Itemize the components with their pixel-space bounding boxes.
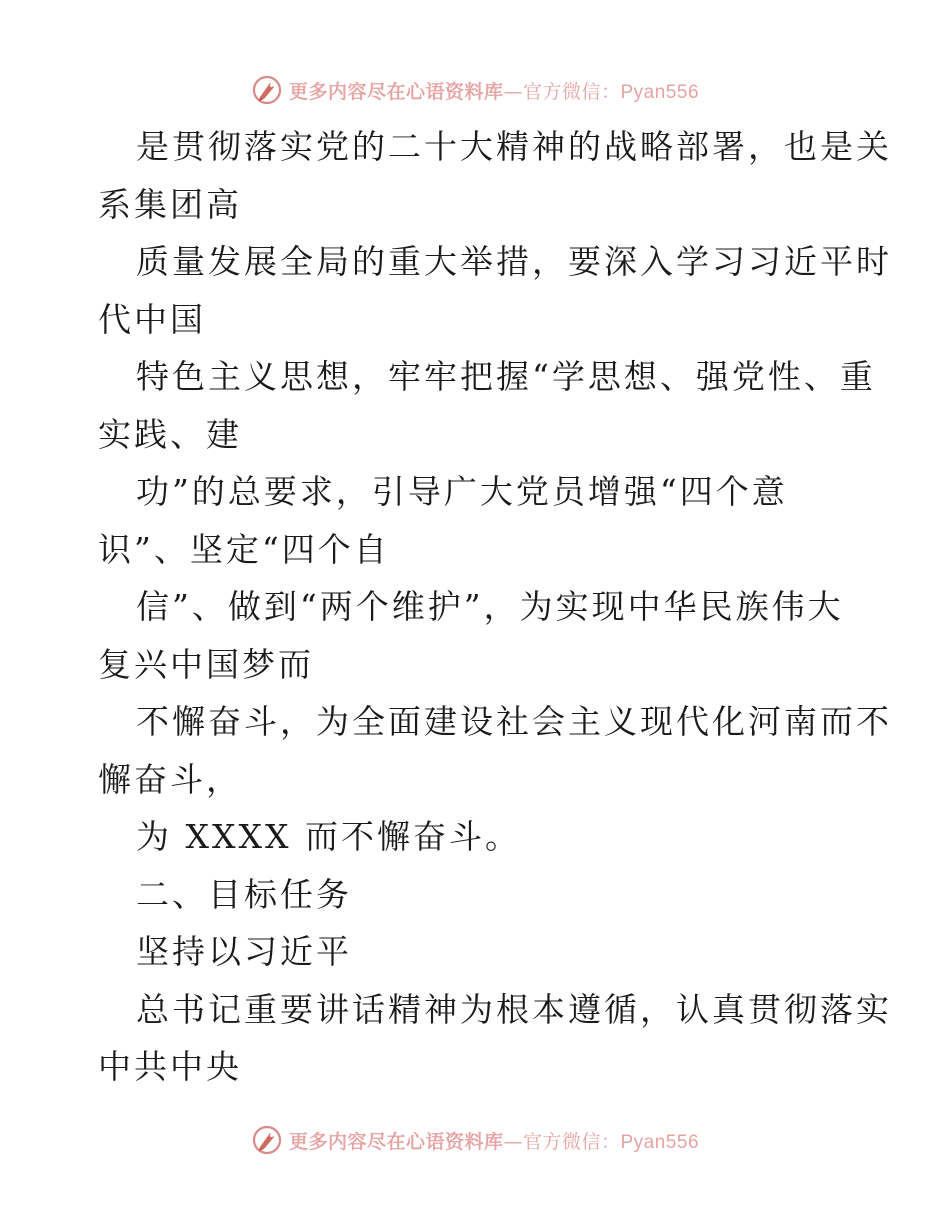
- paragraph-line: 特色主义思想，牢牢把握“学思想、强党性、重: [136, 357, 876, 396]
- paragraph-line: 信”、做到“两个维护”，为实现中华民族伟大: [136, 587, 844, 626]
- paragraph-line: 是贯彻落实党的二十大精神的战略部署，也是关: [136, 127, 892, 166]
- paragraph-line: 懈奋斗，: [98, 759, 242, 799]
- footer-watermark: [0, 1120, 950, 1160]
- paragraph-line: 坚持以习近平: [136, 932, 352, 971]
- watermark-text: 更多内容尽在心语资料库—官方微信：Pyan556: [288, 80, 700, 103]
- paragraph-line: 不懈奋斗，为全面建设社会主义现代化河南而不: [136, 702, 892, 741]
- section-heading: 二、目标任务: [136, 874, 352, 914]
- paragraph-line: 质量发展全局的重大举措，要深入学习习近平时: [136, 242, 892, 281]
- paragraph-line: 实践、建: [98, 414, 242, 454]
- document-body: [98, 118, 892, 1096]
- header-watermark: [0, 70, 950, 110]
- watermark-text: 更多内容尽在心语资料库—官方微信：Pyan556: [288, 1130, 700, 1153]
- paragraph-line: 识”、坚定“四个自: [98, 529, 390, 569]
- pen-nib-logo-icon: [251, 74, 283, 106]
- pen-nib-logo-icon: [251, 1124, 283, 1156]
- paragraph-line: 复兴中国梦而: [98, 644, 314, 684]
- paragraph-line: 总书记重要讲话精神为根本遵循，认真贯彻落实: [136, 989, 892, 1029]
- paragraph-line: 为 XXXX 而不懈奋斗。: [136, 817, 521, 856]
- paragraph-line: 代中国: [98, 299, 206, 339]
- paragraph-line: 中共中央: [98, 1047, 242, 1086]
- paragraph-line: 系集团高: [98, 184, 242, 224]
- paragraph-line: 功”的总要求，引导广大党员增强“四个意: [136, 472, 788, 511]
